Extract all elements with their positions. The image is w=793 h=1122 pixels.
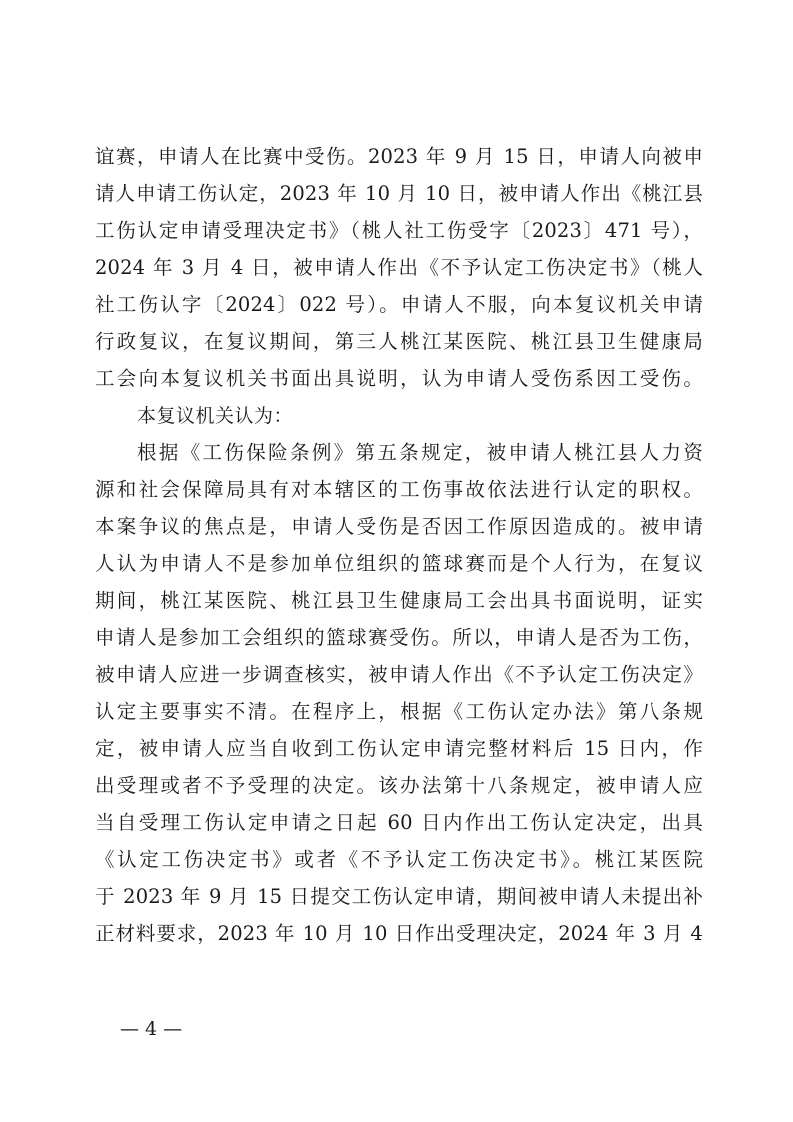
- text-line-18: 出受理或者不予受理的决定。该办法第十八条规定，被申请人应: [95, 774, 703, 797]
- text-line-22: 正材料要求，2023 年 10 月 10 日作出受理决定，2024 年 3 月 4: [95, 922, 703, 945]
- text-line-6: 行政复议，在复议期间，第三人桃江某医院、桃江县卫生健康局: [95, 330, 703, 353]
- text-line-20: 《认定工伤决定书》或者《不予认定工伤决定书》。桃江某医院: [95, 848, 703, 871]
- text-line-7: 工会向本复议机关书面出具说明，认为申请人受伤系因工受伤。: [95, 367, 703, 390]
- text-line-15: 被申请人应进一步调查核实，被申请人作出《不予认定工伤决定》: [95, 663, 703, 686]
- text-line-14: 申请人是参加工会组织的篮球赛受伤。所以，申请人是否为工伤，: [95, 626, 703, 649]
- section-heading: 本复议机关认为：: [137, 405, 294, 427]
- text-line-13: 期间，桃江某医院、桃江县卫生健康局工会出具书面说明，证实: [95, 589, 703, 612]
- text-line-17: 定，被申请人应当自收到工伤认定申请完整材料后 15 日内，作: [95, 737, 703, 760]
- text-line-3: 工伤认定申请受理决定书》（桃人社工伤受字〔2023〕471 号），: [95, 219, 703, 242]
- text-line-1: 谊赛，申请人在比赛中受伤。2023 年 9 月 15 日，申请人向被申: [95, 145, 703, 168]
- text-line-5: 社工伤认字〔2024〕022 号）。申请人不服，向本复议机关申请: [95, 293, 703, 316]
- text-line-2: 请人申请工伤认定，2023 年 10 月 10 日，被申请人作出《桃江县: [95, 182, 703, 205]
- text-line-10: 源和社会保障局具有对本辖区的工伤事故依法进行认定的职权。: [95, 478, 703, 501]
- text-line-4: 2024 年 3 月 4 日，被申请人作出《不予认定工伤决定书》（桃人: [95, 256, 703, 279]
- text-line-16: 认定主要事实不清。在程序上，根据《工伤认定办法》第八条规: [95, 700, 703, 723]
- text-line-9: 根据《工伤保险条例》第五条规定，被申请人桃江县人力资: [137, 441, 703, 464]
- text-line-19: 当自受理工伤认定申请之日起 60 日内作出工伤认定决定，出具: [95, 811, 703, 834]
- text-line-21: 于 2023 年 9 月 15 日提交工伤认定申请，期间被申请人未提出补: [95, 885, 703, 908]
- page-number: — 4 —: [120, 1018, 183, 1040]
- text-line-11: 本案争议的焦点是，申请人受伤是否因工作原因造成的。被申请: [95, 515, 703, 538]
- text-line-12: 人认为申请人不是参加单位组织的篮球赛而是个人行为，在复议: [95, 552, 703, 575]
